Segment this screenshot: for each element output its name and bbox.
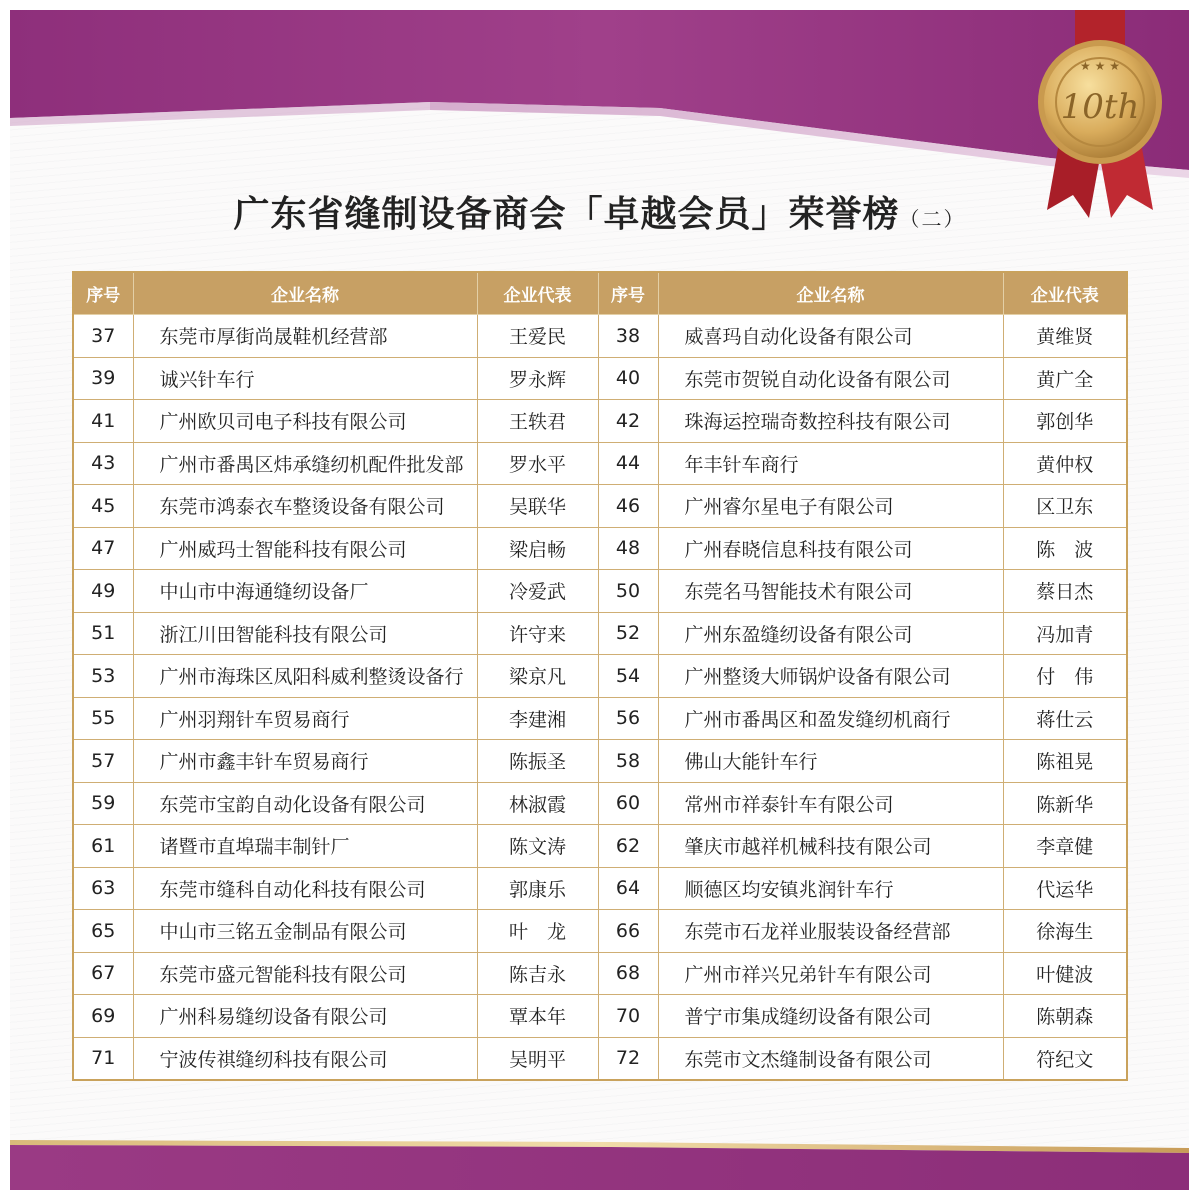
table-row bbox=[73, 1037, 1127, 1080]
representative: 蔡日杰 bbox=[1003, 570, 1127, 613]
header-name-left: 企业名称 bbox=[133, 272, 477, 315]
member-number: 60 bbox=[598, 782, 658, 825]
header-name-right: 企业名称 bbox=[658, 272, 1003, 315]
representative: 黄维贤 bbox=[1003, 315, 1127, 358]
representative: 陈祖晃 bbox=[1003, 740, 1127, 783]
table-row bbox=[73, 825, 1127, 868]
company-name: 浙江川田智能科技有限公司 bbox=[133, 612, 477, 655]
table-row bbox=[73, 782, 1127, 825]
company-name: 东莞市缝科自动化科技有限公司 bbox=[133, 867, 477, 910]
representative: 叶 龙 bbox=[477, 910, 598, 953]
table-row bbox=[73, 357, 1127, 400]
representative: 王轶君 bbox=[477, 400, 598, 443]
company-name: 威喜玛自动化设备有限公司 bbox=[658, 315, 1003, 358]
table-row bbox=[73, 740, 1127, 783]
company-name: 东莞市贺锐自动化设备有限公司 bbox=[658, 357, 1003, 400]
representative: 罗水平 bbox=[477, 442, 598, 485]
header-num-right: 序号 bbox=[598, 272, 658, 315]
table-row bbox=[73, 655, 1127, 698]
representative: 冷爱武 bbox=[477, 570, 598, 613]
member-number: 67 bbox=[73, 952, 133, 995]
title-suffix: （二） bbox=[899, 207, 966, 231]
page-title bbox=[10, 186, 1189, 237]
member-number: 59 bbox=[73, 782, 133, 825]
top-banner bbox=[10, 10, 1189, 185]
member-number: 62 bbox=[598, 825, 658, 868]
representative: 郭康乐 bbox=[477, 867, 598, 910]
table-row bbox=[73, 952, 1127, 995]
representative: 区卫东 bbox=[1003, 485, 1127, 528]
company-name: 东莞名马智能技术有限公司 bbox=[658, 570, 1003, 613]
member-number: 53 bbox=[73, 655, 133, 698]
company-name: 广州威玛士智能科技有限公司 bbox=[133, 527, 477, 570]
member-number: 61 bbox=[73, 825, 133, 868]
member-number: 66 bbox=[598, 910, 658, 953]
company-name: 广州科易缝纫设备有限公司 bbox=[133, 995, 477, 1038]
company-name: 珠海运控瑞奇数控科技有限公司 bbox=[658, 400, 1003, 443]
representative: 代运华 bbox=[1003, 867, 1127, 910]
member-number: 42 bbox=[598, 400, 658, 443]
member-number: 39 bbox=[73, 357, 133, 400]
company-name: 中山市中海通缝纫设备厂 bbox=[133, 570, 477, 613]
representative: 李章健 bbox=[1003, 825, 1127, 868]
member-number: 46 bbox=[598, 485, 658, 528]
company-name: 常州市祥泰针车有限公司 bbox=[658, 782, 1003, 825]
representative: 陈文涛 bbox=[477, 825, 598, 868]
table-row bbox=[73, 697, 1127, 740]
company-name: 广州整烫大师锅炉设备有限公司 bbox=[658, 655, 1003, 698]
table-row bbox=[73, 527, 1127, 570]
table-header-row bbox=[73, 272, 1127, 315]
member-number: 68 bbox=[598, 952, 658, 995]
company-name: 顺德区均安镇兆润针车行 bbox=[658, 867, 1003, 910]
company-name: 东莞市厚街尚晟鞋机经营部 bbox=[133, 315, 477, 358]
representative: 吴明平 bbox=[477, 1037, 598, 1080]
table-row bbox=[73, 910, 1127, 953]
table-row bbox=[73, 867, 1127, 910]
member-number: 71 bbox=[73, 1037, 133, 1080]
company-name: 中山市三铭五金制品有限公司 bbox=[133, 910, 477, 953]
representative: 林淑霞 bbox=[477, 782, 598, 825]
company-name: 东莞市石龙祥业服装设备经营部 bbox=[658, 910, 1003, 953]
table-row bbox=[73, 400, 1127, 443]
table-row bbox=[73, 442, 1127, 485]
member-number: 38 bbox=[598, 315, 658, 358]
company-name: 宁波传祺缝纫科技有限公司 bbox=[133, 1037, 477, 1080]
table-row bbox=[73, 315, 1127, 358]
company-name: 诚兴针车行 bbox=[133, 357, 477, 400]
member-number: 51 bbox=[73, 612, 133, 655]
member-number: 58 bbox=[598, 740, 658, 783]
bottom-banner bbox=[10, 1122, 1189, 1190]
member-number: 69 bbox=[73, 995, 133, 1038]
representative: 王爱民 bbox=[477, 315, 598, 358]
representative: 徐海生 bbox=[1003, 910, 1127, 953]
representative: 叶健波 bbox=[1003, 952, 1127, 995]
company-name: 广州市番禺区炜承缝纫机配件批发部 bbox=[133, 442, 477, 485]
medal-text: 10th bbox=[1060, 87, 1140, 127]
honor-roll-page bbox=[10, 10, 1189, 1190]
company-name: 广州东盈缝纫设备有限公司 bbox=[658, 612, 1003, 655]
company-name: 肇庆市越祥机械科技有限公司 bbox=[658, 825, 1003, 868]
representative: 黄仲权 bbox=[1003, 442, 1127, 485]
table-row bbox=[73, 485, 1127, 528]
company-name: 广州羽翔针车贸易商行 bbox=[133, 697, 477, 740]
representative: 付 伟 bbox=[1003, 655, 1127, 698]
header-rep-right: 企业代表 bbox=[1003, 272, 1127, 315]
representative: 陈朝森 bbox=[1003, 995, 1127, 1038]
company-name: 东莞市宝韵自动化设备有限公司 bbox=[133, 782, 477, 825]
header-num-left: 序号 bbox=[73, 272, 133, 315]
representative: 梁京凡 bbox=[477, 655, 598, 698]
company-name: 广州市海珠区凤阳科威利整烫设备行 bbox=[133, 655, 477, 698]
company-name: 佛山大能针车行 bbox=[658, 740, 1003, 783]
representative: 陈 波 bbox=[1003, 527, 1127, 570]
member-number: 40 bbox=[598, 357, 658, 400]
member-number: 43 bbox=[73, 442, 133, 485]
representative: 郭创华 bbox=[1003, 400, 1127, 443]
representative: 陈振圣 bbox=[477, 740, 598, 783]
representative: 李建湘 bbox=[477, 697, 598, 740]
company-name: 广州睿尔星电子有限公司 bbox=[658, 485, 1003, 528]
member-number: 57 bbox=[73, 740, 133, 783]
member-number: 65 bbox=[73, 910, 133, 953]
title-main: 广东省缝制设备商会「卓越会员」荣誉榜 bbox=[233, 194, 900, 235]
representative: 黄广全 bbox=[1003, 357, 1127, 400]
representative: 梁启畅 bbox=[477, 527, 598, 570]
company-name: 广州市鑫丰针车贸易商行 bbox=[133, 740, 477, 783]
representative: 陈新华 bbox=[1003, 782, 1127, 825]
representative: 覃本年 bbox=[477, 995, 598, 1038]
member-number: 52 bbox=[598, 612, 658, 655]
company-name: 广州市番禺区和盈发缝纫机商行 bbox=[658, 697, 1003, 740]
member-number: 37 bbox=[73, 315, 133, 358]
member-number: 48 bbox=[598, 527, 658, 570]
representative: 冯加青 bbox=[1003, 612, 1127, 655]
member-number: 56 bbox=[598, 697, 658, 740]
member-number: 55 bbox=[73, 697, 133, 740]
member-number: 64 bbox=[598, 867, 658, 910]
representative: 陈吉永 bbox=[477, 952, 598, 995]
company-name: 东莞市鸿泰衣车整烫设备有限公司 bbox=[133, 485, 477, 528]
member-number: 70 bbox=[598, 995, 658, 1038]
company-name: 东莞市文杰缝制设备有限公司 bbox=[658, 1037, 1003, 1080]
company-name: 普宁市集成缝纫设备有限公司 bbox=[658, 995, 1003, 1038]
member-number: 49 bbox=[73, 570, 133, 613]
table-row bbox=[73, 612, 1127, 655]
company-name: 年丰针车商行 bbox=[658, 442, 1003, 485]
company-name: 东莞市盛元智能科技有限公司 bbox=[133, 952, 477, 995]
representative: 许守来 bbox=[477, 612, 598, 655]
member-number: 54 bbox=[598, 655, 658, 698]
representative: 蒋仕云 bbox=[1003, 697, 1127, 740]
honor-table bbox=[72, 271, 1128, 1081]
svg-text:★ ★ ★: ★ ★ ★ bbox=[1080, 59, 1120, 73]
member-number: 63 bbox=[73, 867, 133, 910]
table-row bbox=[73, 995, 1127, 1038]
member-number: 44 bbox=[598, 442, 658, 485]
company-name: 广州欧贝司电子科技有限公司 bbox=[133, 400, 477, 443]
company-name: 广州市祥兴兄弟针车有限公司 bbox=[658, 952, 1003, 995]
member-number: 47 bbox=[73, 527, 133, 570]
representative: 吴联华 bbox=[477, 485, 598, 528]
member-number: 45 bbox=[73, 485, 133, 528]
member-number: 41 bbox=[73, 400, 133, 443]
representative: 罗永辉 bbox=[477, 357, 598, 400]
member-number: 72 bbox=[598, 1037, 658, 1080]
table-row bbox=[73, 570, 1127, 613]
header-rep-left: 企业代表 bbox=[477, 272, 598, 315]
company-name: 广州春晓信息科技有限公司 bbox=[658, 527, 1003, 570]
member-number: 50 bbox=[598, 570, 658, 613]
representative: 符纪文 bbox=[1003, 1037, 1127, 1080]
company-name: 诸暨市直埠瑞丰制针厂 bbox=[133, 825, 477, 868]
